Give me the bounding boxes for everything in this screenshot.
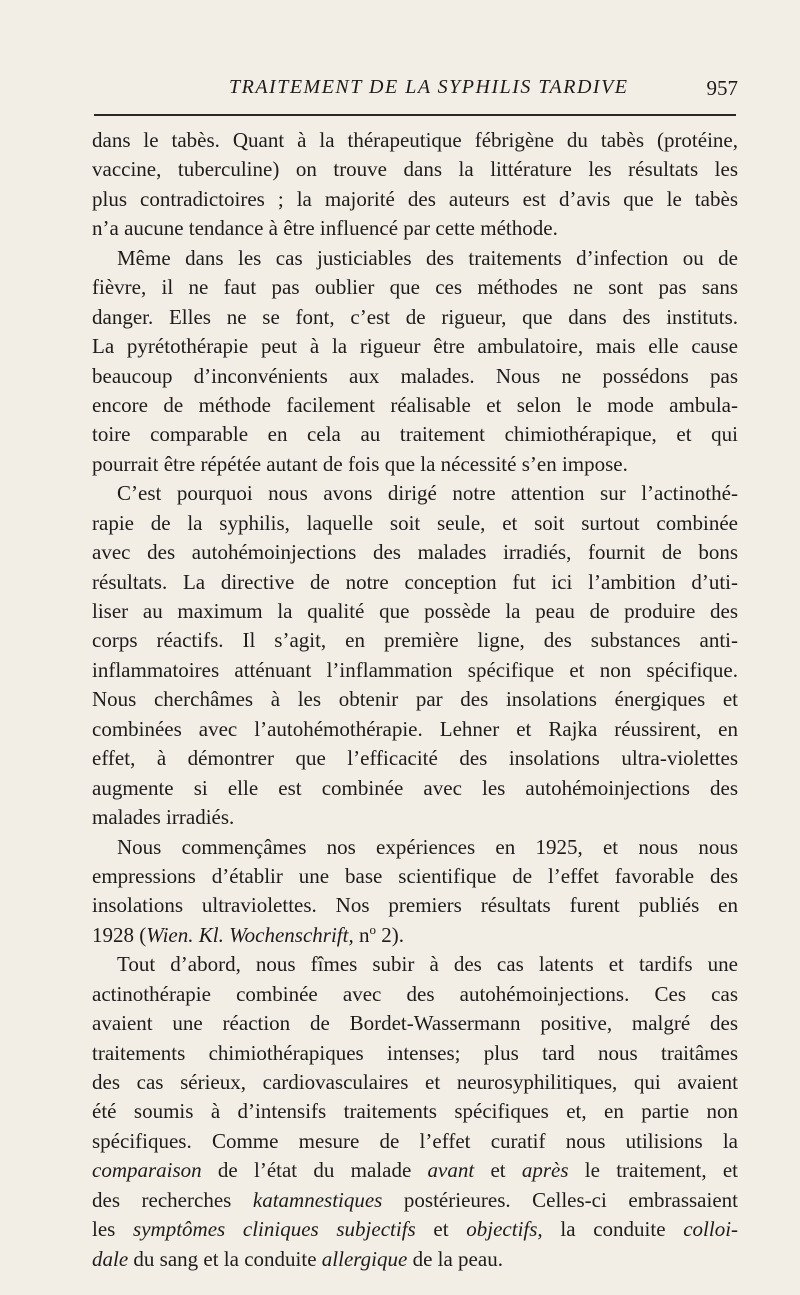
text-line: actinothérapie combinée avec des autohémoinjections. Ces cas bbox=[92, 981, 738, 1006]
text-line: été soumis à d’intensifs traitements spécifiques et, en partie non bbox=[92, 1099, 738, 1124]
text-line: toire comparable en cela au traitement chimiothérapique, et qui bbox=[92, 422, 738, 447]
text-run: n bbox=[353, 922, 370, 947]
running-header bbox=[92, 74, 738, 104]
text-line: Nous commençâmes nos expériences en 1925, et nous nous bbox=[117, 834, 738, 859]
text-line: effet, à démontrer que l’efficacité des insolations ultra-violettes bbox=[92, 746, 738, 771]
italic-term: colloi- bbox=[683, 1217, 738, 1242]
text-run: 2). bbox=[375, 922, 404, 947]
journal-title: Wien. Kl. Wochenschrift, bbox=[146, 922, 354, 947]
text-run: et bbox=[415, 1217, 467, 1242]
italic-term: avant bbox=[427, 1158, 475, 1183]
text-run: de la peau. bbox=[407, 1246, 503, 1271]
italic-term: symptômes cliniques subjectifs bbox=[133, 1217, 416, 1242]
text-line: danger. Elles ne se font, c’est de rigueur, que dans des instituts. bbox=[92, 304, 738, 329]
text-line: La pyrétothérapie peut à la rigueur être ambulatoire, mais elle cause bbox=[92, 334, 738, 359]
body-text bbox=[92, 126, 738, 1274]
text-line: résultats. La directive de notre conception fut ici l’ambition d’uti- bbox=[92, 569, 738, 594]
text-run: de l’état du malade bbox=[201, 1158, 428, 1183]
text-line: dans le tabès. Quant à la thérapeutique fébrigène du tabès (protéine, bbox=[92, 128, 738, 152]
page-number: 957 bbox=[706, 76, 738, 100]
text-line: Tout d’abord, nous fîmes subir à des cas latents et tardifs une bbox=[117, 952, 738, 977]
text-line bbox=[92, 1245, 738, 1274]
text-line: n’a aucune tendance à être influencé par cette méthode. bbox=[92, 216, 558, 241]
italic-term: comparaison bbox=[92, 1158, 202, 1183]
text-line: vaccine, tuberculine) on trouve dans la littérature les résultats les bbox=[92, 157, 738, 182]
superscript: o bbox=[369, 921, 376, 937]
text-line bbox=[92, 921, 738, 950]
header-rule bbox=[94, 114, 736, 116]
text-line: spécifiques. Comme mesure de l’effet curatif nous utilisions la bbox=[92, 1128, 738, 1153]
text-line: beaucoup d’inconvénients aux malades. Nous ne possédons pas bbox=[92, 363, 738, 388]
text-line bbox=[92, 1186, 738, 1215]
text-line: insolations ultraviolettes. Nos premiers résultats furent publiés en bbox=[92, 893, 738, 918]
text-line: fièvre, il ne faut pas oublier que ces méthodes ne sont pas sans bbox=[92, 275, 738, 300]
text-line: avaient une réaction de Bordet-Wassermann positive, malgré des bbox=[92, 1011, 738, 1036]
running-title: TRAITEMENT DE LA SYPHILIS TARDIVE bbox=[229, 76, 629, 98]
text-line: combinées avec l’autohémothérapie. Lehner et Rajka réussirent, en bbox=[92, 716, 738, 741]
italic-term: katamnestiques bbox=[252, 1187, 383, 1212]
italic-term: après bbox=[521, 1158, 569, 1183]
text-run: des recherches bbox=[92, 1187, 253, 1212]
text-line: Nous cherchâmes à les obtenir par des insolations énergiques et bbox=[92, 687, 738, 712]
text-run: le traitement, et bbox=[568, 1158, 738, 1183]
text-line: malades irradiés. bbox=[92, 805, 235, 830]
text-run: postérieures. Celles-ci embrassaient bbox=[382, 1187, 738, 1212]
text-run: du sang et la conduite bbox=[128, 1246, 322, 1271]
text-line: corps réactifs. Il s’agit, en première ligne, des substances anti- bbox=[92, 628, 738, 653]
text-run: la conduite bbox=[542, 1217, 684, 1242]
text-line: des cas sérieux, cardiovasculaires et neurosyphilitiques, qui avaient bbox=[92, 1070, 738, 1094]
text-line: rapie de la syphilis, laquelle soit seule, et soit surtout combinée bbox=[92, 510, 738, 535]
text-line: empressions d’établir une base scientifique de l’effet favorable des bbox=[92, 863, 738, 888]
text-line: liser au maximum la qualité que possède la peau de produire des bbox=[92, 599, 738, 623]
text-line: encore de méthode facilement réalisable et selon le mode ambula- bbox=[92, 392, 738, 417]
text-line: traitements chimiothérapiques intenses; plus tard nous traitâmes bbox=[92, 1040, 738, 1065]
text-line: C’est pourquoi nous avons dirigé notre attention sur l’actinothé- bbox=[117, 481, 738, 506]
text-run: et bbox=[474, 1158, 522, 1183]
italic-term: dale bbox=[92, 1246, 129, 1271]
text-line: augmente si elle est combinée avec les autohémoinjections des bbox=[92, 775, 738, 800]
text-line bbox=[92, 1215, 738, 1244]
text-line: inflammatoires atténuant l’inflammation spécifique et non spécifique. bbox=[92, 657, 738, 682]
text-run: 1928 ( bbox=[92, 922, 147, 947]
text-line: avec des autohémoinjections des malades irradiés, fournit de bons bbox=[92, 540, 738, 565]
italic-term: objectifs, bbox=[466, 1217, 543, 1242]
text-line: pourrait être répétée autant de fois que la nécessité s’en impose. bbox=[92, 451, 628, 476]
italic-term: allergique bbox=[321, 1246, 408, 1271]
text-run: les bbox=[92, 1217, 134, 1242]
text-line: plus contradictoires ; la majorité des auteurs est d’avis que le tabès bbox=[92, 186, 738, 211]
text-line: Même dans les cas justiciables des traitements d’infection ou de bbox=[117, 245, 738, 270]
text-line bbox=[92, 1156, 738, 1185]
